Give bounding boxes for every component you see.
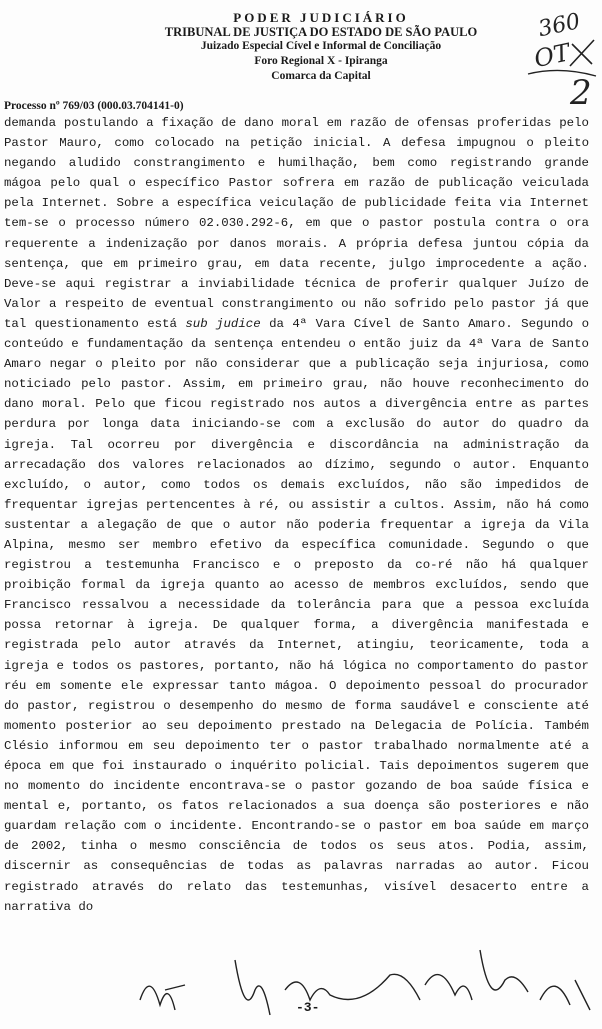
- juizado-name: Juizado Especial Cível e Informal de Conciliação: [200, 40, 442, 52]
- comarca-name: Comarca da Capital: [271, 70, 371, 82]
- page-number: -3-: [296, 1000, 320, 1015]
- stamp-line-2: OT: [531, 38, 573, 74]
- stamp-line-3: 2: [570, 73, 592, 113]
- foro-name: Foro Regional X - Ipiranga: [254, 55, 388, 67]
- tribunal-name: TRIBUNAL DE JUSTIÇA DO ESTADO DE SÃO PAULO: [164, 25, 478, 39]
- court-name: PODER JUDICIÁRIO: [233, 10, 409, 25]
- judgment-body: [4, 113, 589, 917]
- stamp-line-1: 360: [536, 9, 583, 43]
- body-text-part-1: demanda postulando a fixação de dano moral em razão de ofensas proferidas pelo Pastor Mauro, como colocado na petição inicial. A defesa impugnou o pleito negando aludido constrangimento e humilhação, bem como registrando grande mágoa pelo qual o específico Pastor sofrera em razão de publicação veiculada pela Internet. Sobre a específica veiculação de publicidade feita via Internet tem-se o processo número 02.030.292-6, em que o pastor postula contra o ora requerente a indenização por danos morais. A própria defesa juntou cópia da sentença, que em primeiro grau, em data recente, julgo improcedente a ação. Deve-se aqui registrar a inviabilidade técnica de proferir qualquer Juízo de Valor a respeito de eventual constrangimento ou não sofrido pelo pastor já que tal questionamento está: [4, 116, 589, 331]
- handwritten-folio-stamp: [520, 4, 600, 114]
- process-number: Processo nº 769/03 (000.03.704141-0): [4, 100, 184, 112]
- judgment-paragraph: [4, 113, 589, 917]
- latin-term: sub judice: [185, 316, 261, 331]
- body-text-part-2: da 4ª Vara Cível de Santo Amaro. Segundo o conteúdo e fundamentação da sentença entendeu o então juiz da 4ª Vara de Santo Amaro negar o pleito por não considerar que a publicação seja injuriosa, como noticiado pelo pastor. Assim, em primeiro grau, não houve reconhecimento do dano moral. Pelo que ficou registrado nos autos a divergência entre as partes perdura por longa data iniciando-se com a exclusão do autor do quadro da igreja. Tal ocorreu por divergência e discordância na administração da arrecadação dos valores relacionados ao dízimo, segundo o autor. Enquanto excluído, o autor, como todos os demais excluídos, não são impedidos de frequentar igrejas pertencentes à ré, ou assistir a cultos. Assim, não há como sustentar a alegação de que o autor não poderia frequentar a igreja da Vila Alpina, mesmo ser membro efetivo da específica comunidade. Segundo o que registrou a testemunha Francisco e o preposto da co-ré não há qualquer proibição formal da igreja quanto ao acesso de membros excluídos, sendo que Francisco ressalvou a necessidade da tolerância para que a pessoa excluída possa retornar à igreja. De qualquer forma, a divergência manifestada e registrada pelo autor através da Internet, atingiu, teoricamente, toda a igreja e todos os pastores, portanto, não há lógica no comportamento do pastor réu em somente ele expressar tanto mágoa. O depoimento pessoal do procurador do pastor, registrou o desempenho do mesmo de forma saudável e consciente até momento posterior ao seu depoimento prestado na Delegacia de Polícia. Também Clésio informou em seu depoimento ter o pastor trabalhado normalmente até a época em que foi instaurado o inquérito policial. Tais depoimentos sugerem que no momento do incidente encontrava-se o pastor gozando de boa saúde física e mental e, portanto, os fatos relacionados a sua doença são posteriores e não guardam relação com o incidente. Encontrando-se o pastor em boa saúde em março de 2002, tinha o mesmo consciência de todos os seus atos. Podia, assim, discernir as consequências de todas as palavras narradas ao autor. Ficou registrado através do relato das testemunhas, visível desacerto entre a narrativa do: [4, 316, 590, 914]
